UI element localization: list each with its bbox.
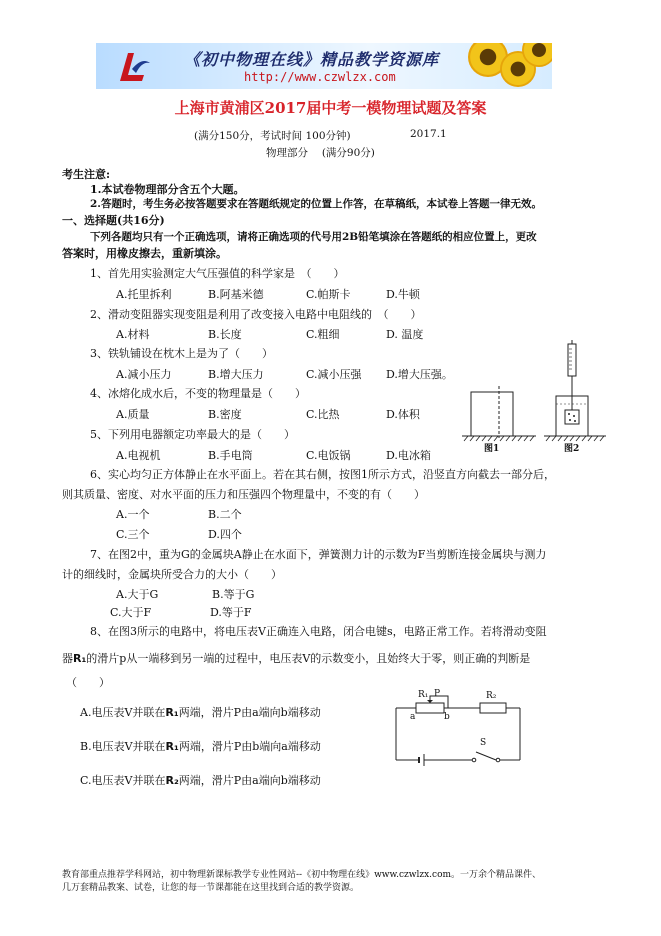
question-5: 5、下列用电器额定功率最大的是（ ） bbox=[90, 428, 295, 441]
question-7-line-1: 7、在图2中，重为G的金属块A静止在水面下，弹簧测力计的示数为F当剪断连接金属块与测力 bbox=[90, 548, 547, 561]
question-8-line-1: 8、在图3所示的电路中，将电压表V正确连入电路，闭合电键s，电路正常工作。若将滑动变阻 bbox=[90, 625, 547, 638]
exam-section: 物理部分 (满分90分) bbox=[266, 147, 375, 159]
header-banner bbox=[96, 43, 552, 89]
q5-option-d: D.电冰箱 bbox=[386, 449, 431, 462]
q4-option-c: C.比热 bbox=[306, 408, 340, 421]
q3-option-b: B.增大压力 bbox=[208, 368, 264, 381]
question-8-text-b: 的滑片p从一端移到另一端的过程中，电压表V的示数变小，且始终大于零，则正确的判断是 bbox=[86, 652, 531, 665]
footer-line-2: 几万套精品教案、试卷，让您的每一节课都能在这里找到合适的教学资源。 bbox=[62, 883, 360, 893]
q1-option-d: D.牛顿 bbox=[386, 288, 420, 301]
exam-date: 2017.1 bbox=[410, 128, 447, 140]
q2-option-c: C.粗细 bbox=[306, 328, 340, 341]
r1-symbol: R₁ bbox=[73, 652, 87, 665]
figure-1 bbox=[462, 384, 536, 454]
q6-option-a: A.一个 bbox=[116, 508, 150, 521]
q1-option-a: A.托里拆利 bbox=[116, 288, 172, 301]
q7-option-d: D.等于F bbox=[210, 606, 252, 619]
q7-option-c: C.大于F bbox=[110, 606, 152, 619]
banner-url: http://www.czwlzx.com bbox=[244, 70, 396, 84]
notice-item-2: 2.答题时，考生务必按答题要求在答题纸规定的位置上作答，在草稿纸，本试卷上答题一律无效。 bbox=[90, 198, 542, 210]
section-heading: 一、选择题(共16分) bbox=[62, 214, 165, 227]
q1-option-c: C.帕斯卡 bbox=[306, 288, 351, 301]
q5-option-b: B.手电筒 bbox=[208, 449, 253, 462]
figure-1-drawing bbox=[462, 384, 536, 442]
figure-2-drawing bbox=[544, 340, 606, 444]
q8-option-c bbox=[80, 772, 321, 788]
q7-option-a: A.大于G bbox=[116, 588, 159, 601]
q8-option-b-text-1: B.电压表V并联在 bbox=[80, 740, 166, 753]
figure-2-label: 图2 bbox=[564, 444, 580, 454]
circuit-r1-label: R₁ bbox=[418, 690, 429, 700]
q8-option-a-text-2: 两端，滑片P由a端向b端移动 bbox=[178, 706, 321, 719]
q2-option-a: A.材料 bbox=[116, 328, 150, 341]
question-3: 3、铁轨铺设在枕木上是为了（ ） bbox=[90, 347, 273, 360]
q8-option-a-r-symbol: R₁ bbox=[165, 706, 179, 719]
question-6-line-2: 则其质量、密度、对水平面的压力和压强四个物理量中，不变的有（ ） bbox=[62, 488, 425, 501]
question-6-line-1: 6、实心均匀正方体静止在水平面上。若在其右侧，按图1所示方式，沿竖直方向截去一部分后， bbox=[90, 468, 555, 481]
q4-option-d: D.体积 bbox=[386, 408, 420, 421]
q8-option-c-r-symbol: R₂ bbox=[165, 774, 179, 787]
q8-option-b-text-2: 两端，滑片P由b端向a端移动 bbox=[178, 740, 321, 753]
question-1: 1、首先用实验测定大气压强值的科学家是 （ ） bbox=[90, 267, 345, 280]
question-7-line-2: 计的细线时，金属块所受合力的大小（ ） bbox=[62, 568, 282, 581]
circuit-b-label: b bbox=[444, 712, 450, 722]
q4-option-a: A.质量 bbox=[116, 408, 150, 421]
q4-option-b: B.密度 bbox=[208, 408, 242, 421]
q8-option-b bbox=[80, 738, 321, 754]
circuit-p-label: P bbox=[434, 689, 441, 699]
site-logo-icon bbox=[114, 47, 154, 85]
banner-title: 《初中物理在线》精品教学资源库 bbox=[184, 50, 440, 69]
q8-option-a-text-1: A.电压表V并联在 bbox=[80, 706, 166, 719]
q8-option-c-text-1: C.电压表V并联在 bbox=[80, 774, 166, 787]
q5-option-a: A.电视机 bbox=[116, 449, 161, 462]
question-8-line-2 bbox=[62, 650, 530, 666]
exam-score-time: (满分150分，考试时间 100分钟) bbox=[194, 130, 351, 142]
q2-option-b: B.长度 bbox=[208, 328, 242, 341]
circuit-diagram bbox=[388, 688, 528, 772]
document-title: 上海市黄浦区2017届中考一模物理试题及答案 bbox=[174, 99, 487, 117]
q3-option-a: A.减小压力 bbox=[116, 368, 172, 381]
q8-option-b-r-symbol: R₁ bbox=[165, 740, 179, 753]
figure-1-label: 图1 bbox=[484, 444, 500, 454]
q2-option-d: D. 温度 bbox=[386, 328, 424, 341]
circuit-r2-label: R₂ bbox=[486, 691, 497, 701]
circuit-a-label: a bbox=[410, 712, 416, 722]
q6-option-d: D.四个 bbox=[208, 528, 242, 541]
figure-3-circuit bbox=[388, 688, 528, 772]
section-instruction-line-1: 下列各题均只有一个正确选项，请将正确选项的代号用2B铅笔填涂在答题纸的相应位置上，更改 bbox=[90, 231, 537, 243]
q6-option-c: C.三个 bbox=[116, 528, 150, 541]
question-4: 4、冰熔化成水后，不变的物理量是（ ） bbox=[90, 387, 306, 400]
q3-option-c: C.减小压强 bbox=[306, 368, 362, 381]
notice-heading: 考生注意: bbox=[62, 168, 111, 181]
figure-2 bbox=[544, 340, 606, 454]
q6-option-b: B.二个 bbox=[208, 508, 242, 521]
section-instruction-line-2: 答案时，用橡皮擦去，重新填涂。 bbox=[62, 247, 227, 260]
question-8-line-3: （ ） bbox=[66, 676, 110, 689]
q8-option-a bbox=[80, 704, 321, 720]
q1-option-b: B.阿基米德 bbox=[208, 288, 264, 301]
question-8-text-a: 器 bbox=[62, 652, 73, 665]
circuit-s-label: S bbox=[480, 738, 487, 748]
q8-option-c-text-2: 两端，滑片P由a端向b端移动 bbox=[178, 774, 321, 787]
notice-item-1: 1.本试卷物理部分含五个大题。 bbox=[90, 183, 245, 196]
footer-line-1: 教育部重点推荐学科网站，初中物理新课标教学专业性网站--《初中物理在线》www.czwlzx.com。一万余个精品课件、 bbox=[62, 870, 542, 880]
q3-option-d: D.增大压强。 bbox=[386, 368, 453, 381]
q5-option-c: C.电饭锅 bbox=[306, 449, 351, 462]
question-2: 2、滑动变阻器实现变阻是利用了改变接入电路中电阻线的 （ ） bbox=[90, 308, 422, 321]
q7-option-b: B.等于G bbox=[212, 588, 255, 601]
